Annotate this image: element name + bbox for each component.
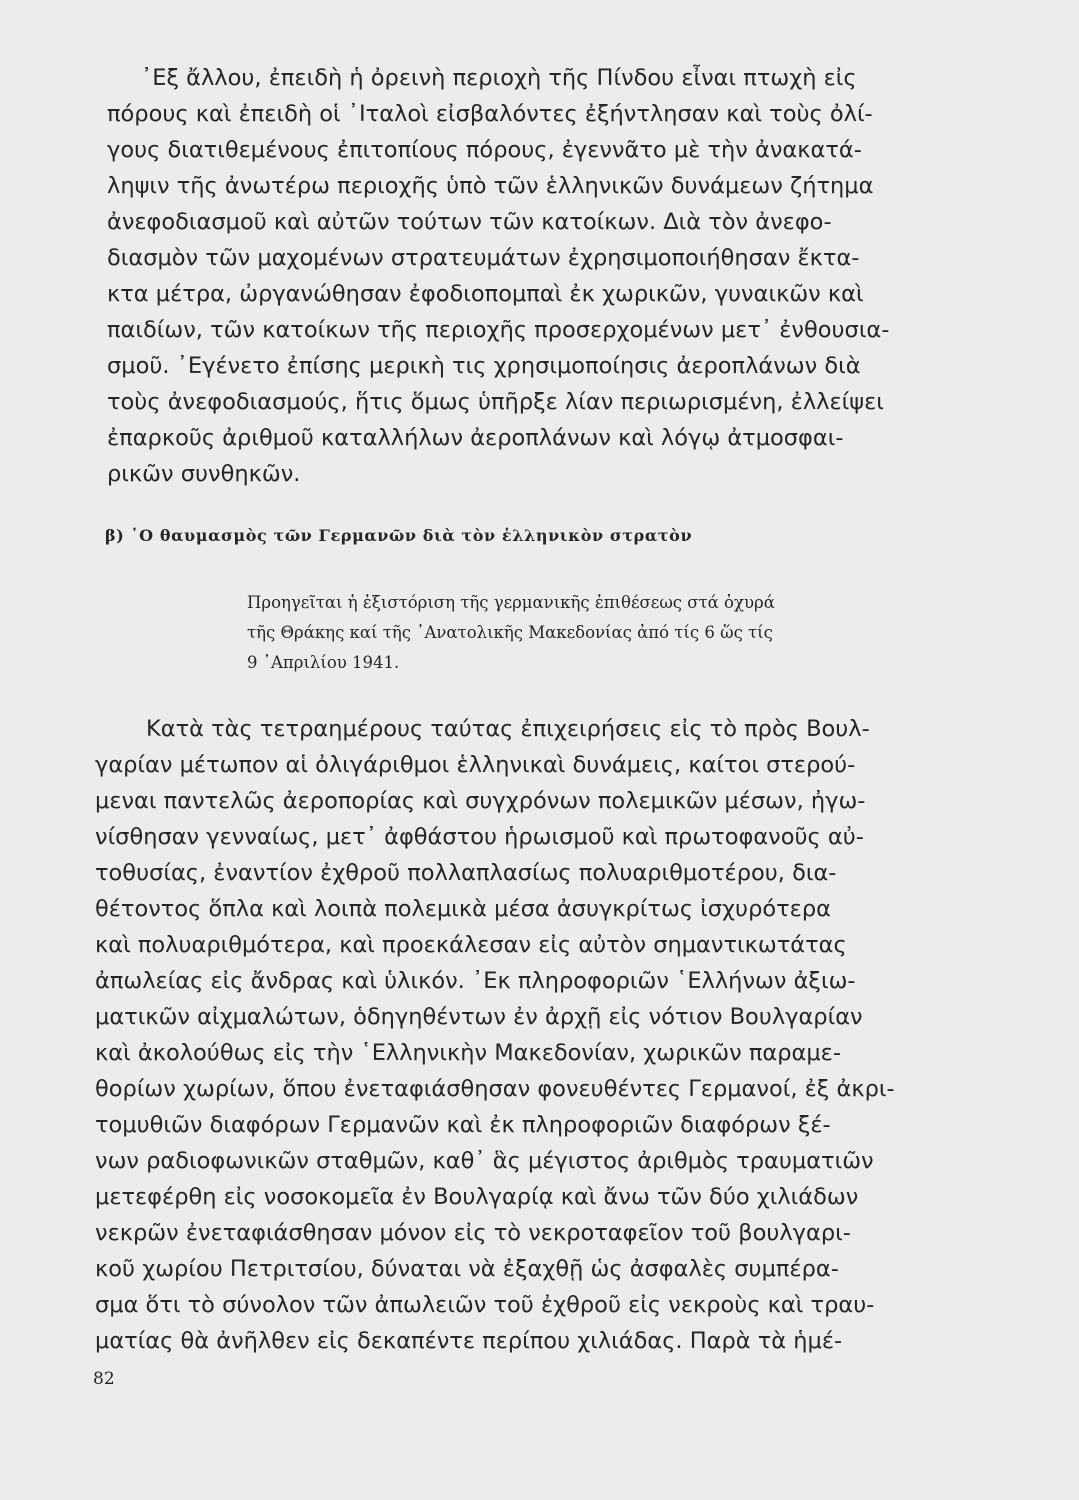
text-line: ᾽Εξ ἄλλου, ἐπειδὴ ἡ ὀρεινὴ περιοχὴ τῆς Πίνδου εἶναι πτωχὴ εἰς <box>141 65 857 91</box>
text-line: ματίας θὰ ἀνῆλθεν εἰς δεκαπέντε περίπου χιλιάδας. Παρὰ τὰ ἡμέ- <box>95 1328 843 1354</box>
text-line: σμα ὅτι τὸ σύνολον τῶν ἀπωλειῶν τοῦ ἐχθροῦ εἰς νεκροὺς καὶ τραυ- <box>95 1292 875 1318</box>
note-line-last: 9 ᾽Απριλίου 1941. <box>247 653 400 672</box>
text-line: νεκρῶν ἐνεταφιάσθησαν μόνον εἰς τὸ νεκροταφεῖον τοῦ βουλγαρι- <box>95 1220 851 1246</box>
text-line: κοῦ χωρίου Πετριτσίου, δύναται νὰ ἐξαχθῇ ὡς ἀσφαλὲς συμπέρα- <box>95 1256 839 1282</box>
text-line: γαρίαν μέτωπον αἱ ὀλιγάριθμοι ἑλληνικαὶ δυνάμεις, καίτοι στερού- <box>95 752 856 778</box>
text-line: ματικῶν αἰχμαλώτων, ὁδηγηθέντων ἐν ἀρχῇ εἰς νότιον Βουλγαρίαν <box>95 1004 863 1030</box>
text-line: τοθυσίας, ἐναντίον ἐχθροῦ πολλαπλασίως πολυαριθμοτέρου, δια- <box>95 860 837 886</box>
text-line: θορίων χωρίων, ὅπου ἐνεταφιάσθησαν φονευθέντες Γερμανοί, ἐξ ἀκρι- <box>95 1076 895 1102</box>
section-heading: β) ῾Ο θαυμασμὸς τῶν Γερμανῶν διὰ τὸν ἑλληνικὸν στρατὸν <box>105 526 693 545</box>
text-line: ἀνεφοδιασμοῦ καὶ αὐτῶν τούτων τῶν κατοίκων. Διὰ τὸν ἀνεφο- <box>107 209 832 235</box>
note-line: Προηγεῖται ἡ ἐξιστόριση τῆς γερμανικῆς ἐπιθέσεως στά ὀχυρά <box>247 593 775 612</box>
page-number: 82 <box>93 1369 115 1389</box>
text-line: Κατὰ τὰς τετραημέρους ταύτας ἐπιχειρήσεις εἰς τὸ πρὸς Βουλ- <box>146 716 870 742</box>
text-line: θέτοντος ὅπλα καὶ λοιπὰ πολεμικὰ μέσα ἀσυγκρίτως ἰσχυρότερα <box>95 896 831 922</box>
text-line: καὶ πολυαριθμότερα, καὶ προεκάλεσαν εἰς αὐτὸν σημαντικωτάτας <box>95 932 847 958</box>
text-line: ἐπαρκοῦς ἀριθμοῦ καταλλήλων ἀεροπλάνων καὶ λόγῳ ἀτμοσφαι- <box>107 425 844 451</box>
text-line: καὶ ἀκολούθως εἰς τὴν ῾Ελληνικὴν Μακεδονίαν, χωρικῶν παραμε- <box>95 1040 841 1066</box>
text-line: γους διατιθεμένους ἐπιτοπίους πόρους, ἐγεννᾶτο μὲ τὴν ἀνακατά- <box>107 137 862 163</box>
text-line: μεναι παντελῶς ἀεροπορίας καὶ συγχρόνων πολεμικῶν μέσων, ἠγω- <box>95 788 866 814</box>
text-line: διασμὸν τῶν μαχομένων στρατευμάτων ἐχρησιμοποιήθησαν ἔκτα- <box>107 245 860 271</box>
text-line: παιδίων, τῶν κατοίκων τῆς περιοχῆς προσερχομένων μετ᾽ ἐνθουσια- <box>107 317 890 343</box>
text-line: ληψιν τῆς ἀνωτέρω περιοχῆς ὑπὸ τῶν ἑλληνικῶν δυνάμεων ζήτημα <box>107 173 874 199</box>
text-line: τοὺς ἀνεφοδιασμούς, ἥτις ὅμως ὑπῆρξε λίαν περιωρισμένη, ἐλλείψει <box>107 389 884 415</box>
text-line: τομυθιῶν διαφόρων Γερμανῶν καὶ ἐκ πληροφοριῶν διαφόρων ξέ- <box>95 1112 831 1138</box>
note-line: τῆς Θράκης καί τῆς ᾽Ανατολικῆς Μακεδονίας ἀπό τίς 6 ὥς τίς <box>247 623 773 642</box>
text-line: μετεφέρθη εἰς νοσοκομεῖα ἐν Βουλγαρίᾳ καὶ ἄνω τῶν δύο χιλιάδων <box>95 1184 859 1210</box>
text-line: σμοῦ. ᾽Εγένετο ἐπίσης μερικὴ τις χρησιμοποίησις ἀεροπλάνων διὰ <box>107 353 861 379</box>
text-line: πόρους καὶ ἐπειδὴ οἱ ᾽Ιταλοὶ εἰσβαλόντες ἐξήντλησαν καὶ τοὺς ὀλί- <box>107 101 873 127</box>
text-line: νίσθησαν γενναίως, μετ᾽ ἀφθάστου ἡρωισμοῦ καὶ πρωτοφανοῦς αὐ- <box>95 824 864 850</box>
text-line: κτα μέτρα, ὠργανώθησαν ἐφοδιοπομπαὶ ἐκ χωρικῶν, γυναικῶν καὶ <box>107 281 864 307</box>
text-line-last: ρικῶν συνθηκῶν. <box>107 461 301 487</box>
text-line: νων ραδιοφωνικῶν σταθμῶν, καθ᾽ ἃς μέγιστος ἀριθμὸς τραυματιῶν <box>95 1148 874 1174</box>
text-line: ἀπωλείας εἰς ἄνδρας καὶ ὑλικόν. ᾽Εκ πληροφοριῶν ῾Ελλήνων ἀξιω- <box>95 968 856 994</box>
